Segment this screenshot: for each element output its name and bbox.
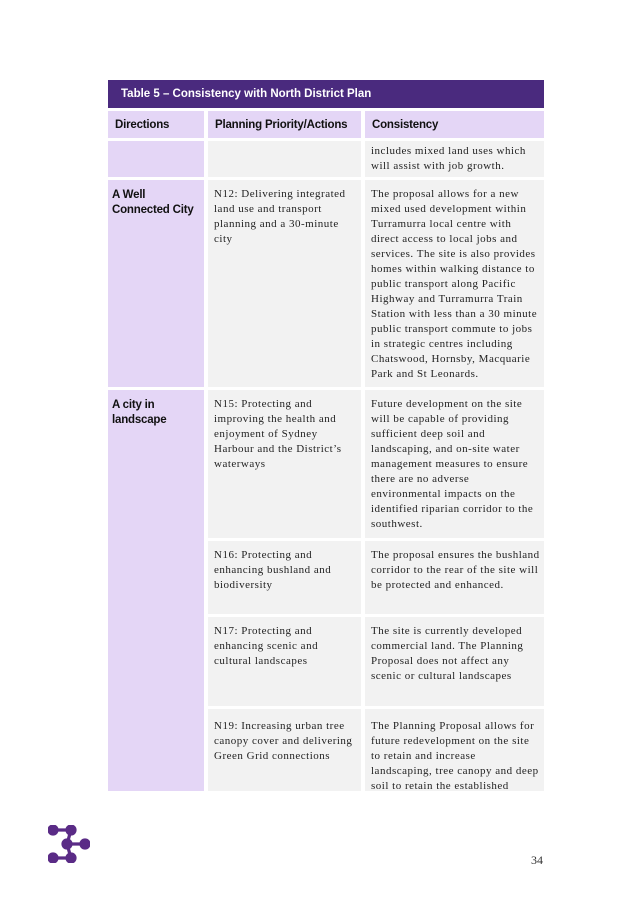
table-title: Table 5 – Consistency with North District Plan xyxy=(108,80,544,108)
table-row xyxy=(108,180,544,387)
consistency-cell: includes mixed land uses which will assist with job growth. xyxy=(365,141,544,177)
table-row xyxy=(208,541,544,614)
direction-cell: A city in landscape xyxy=(108,390,204,791)
direction-cell xyxy=(108,141,204,177)
table-row xyxy=(208,709,544,791)
priority-cell: N16: Protecting and enhancing bushland and biodiversity xyxy=(208,541,361,614)
priority-cell: N17: Protecting and enhancing scenic and cultural landscapes xyxy=(208,617,361,706)
table-row xyxy=(108,141,544,177)
header-consistency: Consistency xyxy=(365,111,544,138)
consistency-cell: The site is currently developed commercial land. The Planning Proposal does not affect any scenic or cultural landscapes xyxy=(365,617,544,706)
purple-dots-logo-icon xyxy=(48,825,90,863)
consistency-table xyxy=(108,80,544,791)
consistency-cell: The Planning Proposal allows for future redevelopment on the site to retain and increase landscaping, tree canopy and deep soil to retain the established xyxy=(365,709,544,791)
priority-cell: N12: Delivering integrated land use and transport planning and a 30-minute city xyxy=(208,180,361,387)
priority-cell: N19: Increasing urban tree canopy cover and delivering Green Grid connections xyxy=(208,709,361,791)
table-row xyxy=(208,617,544,706)
priority-cell xyxy=(208,141,361,177)
table-row xyxy=(208,390,544,538)
direction-cell: A Well Connected City xyxy=(108,180,204,387)
table-header-row xyxy=(108,111,544,138)
page-number: 34 xyxy=(531,853,543,867)
header-directions: Directions xyxy=(108,111,204,138)
priority-cell: N15: Protecting and improving the health and enjoyment of Sydney Harbour and the District’s waterways xyxy=(208,390,361,538)
consistency-cell: The proposal ensures the bushland corridor to the rear of the site will be protected and enhanced. xyxy=(365,541,544,614)
header-priorities: Planning Priority/Actions xyxy=(208,111,361,138)
table-row-group xyxy=(108,390,544,791)
consistency-cell: Future development on the site will be capable of providing sufficient deep soil and landscaping, and on-site water management measures to ensure there are no adverse environmental impacts on the identified riparian corridor to the southwest. xyxy=(365,390,544,538)
consistency-cell: The proposal allows for a new mixed used development within Turramurra local centre with direct access to local jobs and services. The site is also provides homes within walking distance to public transport along Pacific Highway and Turramurra Train Station with less than a 30 minute public transport commute to jobs in strategic centres including Chatswood, Hornsby, Macquarie Park and St Leonards. xyxy=(365,180,544,387)
subrow-list xyxy=(208,390,544,791)
